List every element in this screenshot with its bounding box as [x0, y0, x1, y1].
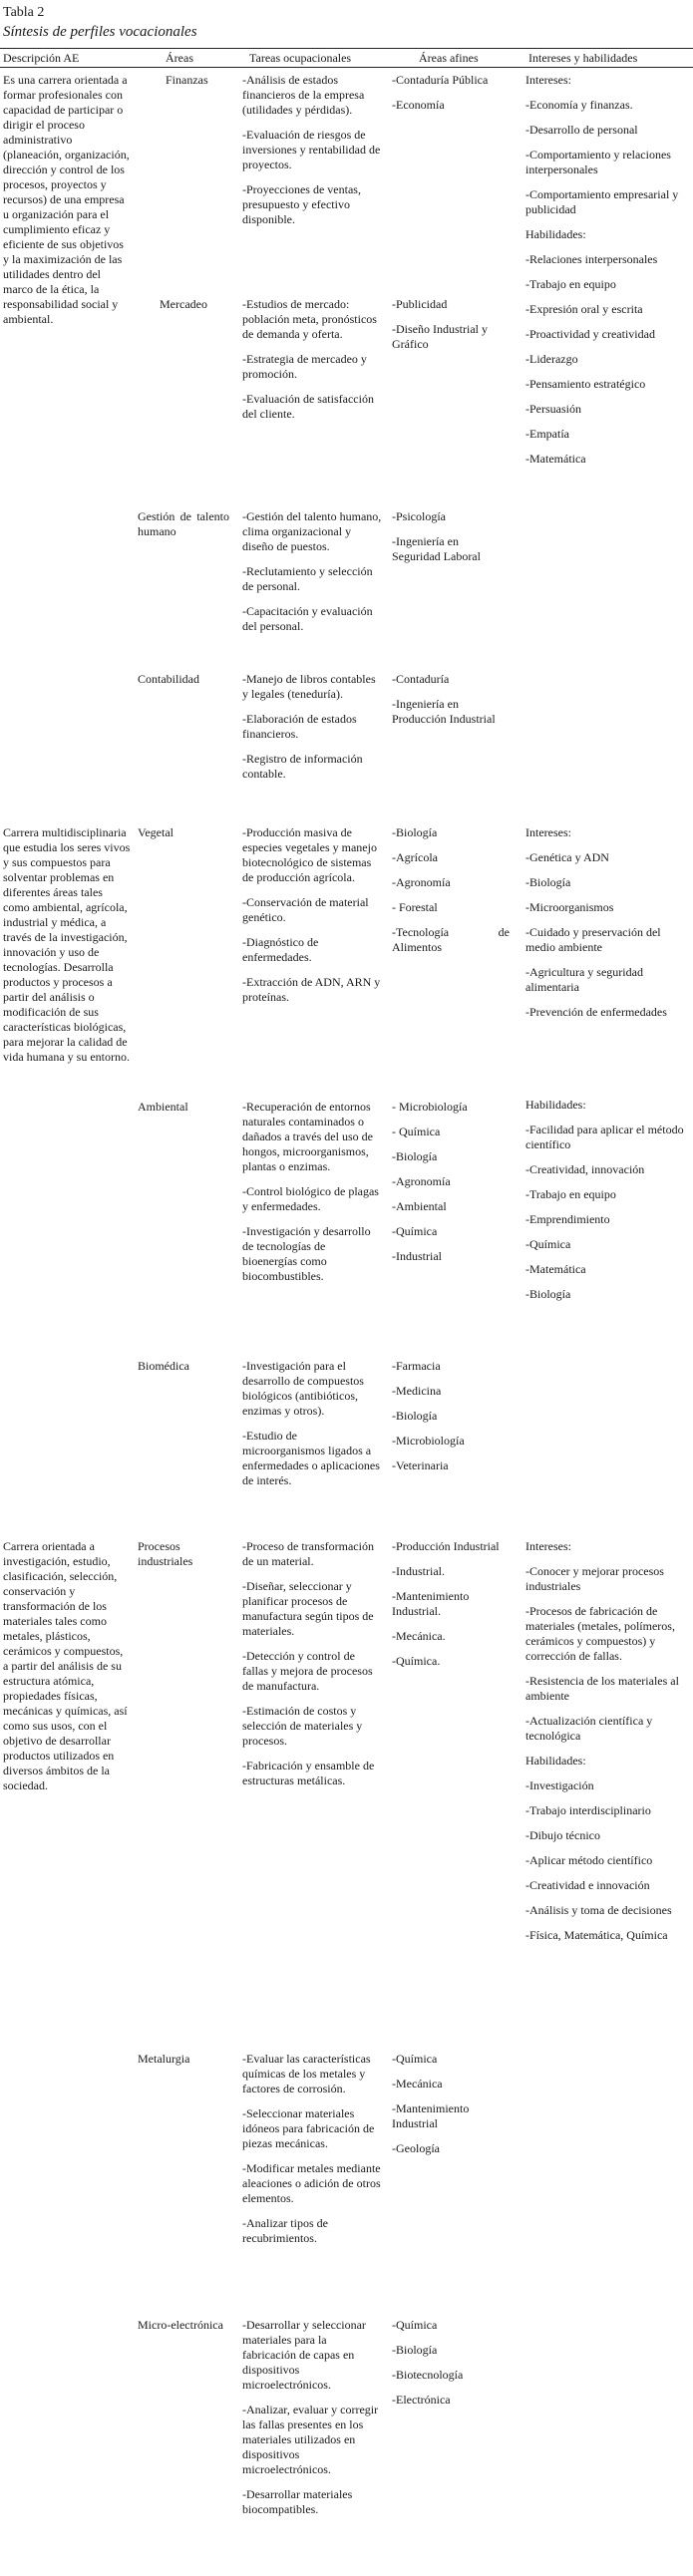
area-name: Finanzas	[166, 73, 208, 87]
skill-item: -Matemática	[525, 452, 586, 466]
related-item: -Electrónica	[392, 2393, 451, 2407]
task-item: -Reclutamiento y selección de personal.	[242, 564, 373, 593]
area-related	[392, 1359, 510, 1473]
area-name: Procesos industriales	[138, 1539, 193, 1568]
task-item: -Análisis de estados financieros de la empresa (utilidades y pérdidas).	[242, 73, 365, 117]
skill-item: -Creatividad e innovación	[525, 1878, 650, 1892]
skill-item: -Emprendimiento	[525, 1212, 610, 1226]
area-tasks	[242, 1359, 382, 1488]
related-item: -Agronomía	[392, 1174, 451, 1188]
task-item: -Evaluación de riesgos de inversiones y rentabilidad de proyectos.	[242, 128, 381, 171]
area-related	[392, 672, 510, 727]
skill-item: -Investigación	[525, 1778, 594, 1792]
skill-item: -Persuasión	[525, 402, 581, 416]
related-item: -Mecánica	[392, 2077, 443, 2091]
header-interests-skills: Intereses y habilidades	[528, 51, 638, 65]
top-rule	[0, 48, 693, 49]
area-related	[392, 2318, 510, 2408]
skill-item: -Física, Matemática, Química	[525, 1928, 668, 1942]
group-2-description: Carrera multidisciplinaria que estudia los seres vivos y sus compuestos para solventar problemas en diferentes áreas tales como ambiental, agrícola, industrial y médica, a través de la investigación, innovación y uso de tecnologías. Desarrolla productos y procesos a partir del análisis o modificación de sus características biológicas, para mejorar la calidad de vida humana y su entorno.	[3, 825, 131, 1064]
skill-item: -Trabajo en equipo	[525, 277, 616, 291]
task-item: -Manejo de libros contables y legales (teneduría).	[242, 672, 376, 701]
skill-item: -Química	[525, 1237, 571, 1251]
skill-item: -Creatividad, innovación	[525, 1162, 645, 1176]
skills-label: Habilidades:	[525, 1098, 586, 1112]
interest-item: -Cuidado y preservación del medio ambiente	[525, 925, 661, 954]
task-item: -Producción masiva de especies vegetales y manejo biotecnológico de sistemas de producción agrícola.	[242, 825, 377, 884]
skill-item: -Análisis y toma de decisiones	[525, 1903, 672, 1917]
related-item: -Química.	[392, 1654, 441, 1668]
task-item: -Gestión del talento humano, clima organizacional y diseño de puestos.	[242, 509, 382, 553]
task-item: -Proceso de transformación de un material.	[242, 1539, 374, 1568]
task-item: -Conservación de material genético.	[242, 895, 369, 924]
interest-item: -Conocer y mejorar procesos industriales	[525, 1564, 664, 1593]
related-item: -Biología	[392, 2343, 438, 2357]
area-related	[392, 1100, 510, 1264]
related-item: -Producción Industrial	[392, 1539, 500, 1553]
related-item: -Química	[392, 2318, 438, 2332]
related-item: -Ingeniería en Producción Industrial	[392, 697, 496, 726]
skill-item: -Pensamiento estratégico	[525, 377, 646, 391]
skill-item: -Matemática	[525, 1262, 586, 1276]
skill-item: -Proactividad y creatividad	[525, 327, 655, 341]
area-name: Ambiental	[138, 1100, 188, 1114]
area-name: Contabilidad	[138, 672, 199, 686]
skill-item: -Empatía	[525, 427, 569, 441]
area-related	[392, 73, 510, 113]
interest-item: -Prevención de enfermedades	[525, 1005, 667, 1019]
interests-label: Intereses:	[525, 1539, 571, 1553]
task-item: -Fabricación y ensamble de estructuras metálicas.	[242, 1759, 375, 1787]
interest-item: -Comportamiento y relaciones interpersonales	[525, 148, 671, 176]
task-item: -Diagnóstico de enfermedades.	[242, 935, 319, 964]
related-item: -Contaduría	[392, 672, 450, 686]
task-item: -Evaluar las características químicas de los metales y factores de corrosión.	[242, 2052, 371, 2095]
area-related	[392, 509, 510, 564]
area-tasks	[242, 2318, 382, 2517]
area-name: Micro-electrónica	[138, 2318, 223, 2332]
area-tasks	[242, 2052, 382, 2246]
related-item: -Microbiología	[392, 1434, 465, 1448]
header-related-areas: Áreas afines	[419, 51, 479, 65]
task-item: -Extracción de ADN, ARN y proteínas.	[242, 975, 381, 1004]
area-name: Metalurgia	[138, 2052, 190, 2066]
area-related	[392, 1539, 510, 1669]
related-item: -Agronomía	[392, 875, 451, 889]
area-tasks	[242, 825, 382, 1005]
area-tasks	[242, 73, 382, 227]
task-item: -Estudio de microorganismos ligados a enfermedades o aplicaciones de interés.	[242, 1429, 380, 1487]
related-item: -Industrial	[392, 1249, 442, 1263]
header-description: Descripción AE	[3, 51, 80, 65]
area-related	[392, 297, 510, 352]
related-item: -Biología	[392, 1409, 438, 1423]
task-item: -Registro de información contable.	[242, 752, 363, 781]
group-2-skills	[525, 1098, 688, 1302]
related-item: -Veterinaria	[392, 1458, 449, 1472]
skill-item: -Biología	[525, 1287, 571, 1301]
related-item: -Mecánica.	[392, 1629, 446, 1643]
related-item: -Diseño Industrial y Gráfico	[392, 322, 488, 351]
task-item: -Proyecciones de ventas, presupuesto y efectivo disponible.	[242, 182, 361, 226]
task-item: -Evaluación de satisfacción del cliente.	[242, 392, 374, 421]
group-3-description: Carrera orientada a investigación, estudio, clasificación, selección, conservación y transformación de los materiales tales como metales, plásticos, cerámicos y compuestos, a partir del análisis de su estructura atómica, propiedades físicas, mecánicas y químicas, así como sus usos, con el objetivo de desarrollar productos utilizados en diversos ámbitos de la sociedad.	[3, 1539, 128, 1792]
area-tasks	[242, 672, 382, 782]
interest-item: -Desarrollo de personal	[525, 123, 638, 137]
area-related	[392, 2052, 510, 2156]
interests-label: Intereses:	[525, 825, 571, 839]
interest-item: -Comportamiento empresarial y publicidad	[525, 187, 679, 216]
related-item: -Mantenimiento Industrial	[392, 2101, 470, 2130]
group-1-description: Es una carrera orientada a formar profesionales con capacidad de participar o dirigir el proceso administrativo (planeación, organización, dirección y control de los procesos, proyectos y recursos) de una empresa u organización para el cumplimiento eficaz y eficiente de sus objetivos y la maximización de las utilidades dentro del marco de la ética, la responsabilidad social y ambiental.	[3, 73, 130, 326]
task-item: -Estudios de mercado: población meta, pronósticos de demanda y oferta.	[242, 297, 377, 341]
area-related	[392, 825, 510, 955]
skill-item: -Expresión oral y escrita	[525, 302, 643, 316]
task-item: -Investigación y desarrollo de tecnologías de bioenergías como biocombustibles.	[242, 1224, 371, 1283]
area-tasks	[242, 1539, 382, 1788]
area-name: Vegetal	[138, 825, 173, 839]
area-name: Gestión de talento humano	[138, 509, 229, 538]
area-tasks	[242, 509, 382, 634]
related-item: -Industrial.	[392, 1564, 445, 1578]
task-item: -Capacitación y evaluación del personal.	[242, 604, 373, 633]
related-item: -Biología	[392, 1149, 438, 1163]
task-item: -Investigación para el desarrollo de compuestos biológicos (antibióticos, enzimas y otros).	[242, 1359, 364, 1418]
task-item: -Analizar tipos de recubrimientos.	[242, 2216, 328, 2245]
related-item: -Farmacia	[392, 1359, 441, 1373]
table-number: Tabla 2	[3, 5, 45, 20]
related-item: -Biotecnología	[392, 2368, 464, 2382]
task-item: -Recuperación de entornos naturales contaminados o dañados a través del uso de hongos, microorganismos, plantas o enzimas.	[242, 1100, 373, 1173]
interest-item: -Resistencia de los materiales al ambiente	[525, 1674, 679, 1703]
interest-item: -Economía y finanzas.	[525, 98, 633, 112]
task-item: -Seleccionar materiales idóneos para fabricación de piezas mecánicas.	[242, 2106, 375, 2150]
related-item: -Ambiental	[392, 1199, 447, 1213]
skills-label: Habilidades:	[525, 227, 586, 241]
interests-label: Intereses:	[525, 73, 571, 87]
task-item: -Analizar, evaluar y corregir las fallas presentes en los materiales utilizados en dispositivos microelectrónicos.	[242, 2403, 379, 2476]
related-item: -Geología	[392, 2141, 440, 2155]
task-item: -Diseñar, seleccionar y planificar procesos de manufactura según tipos de materiales.	[242, 1579, 374, 1638]
related-item: - Microbiología	[392, 1100, 468, 1114]
skill-item: -Liderazgo	[525, 352, 578, 366]
related-item: -Agrícola	[392, 850, 438, 864]
skill-item: -Facilidad para aplicar el método científico	[525, 1123, 684, 1151]
interest-item: -Actualización científica y tecnológica	[525, 1714, 653, 1743]
related-item: -Psicología	[392, 509, 446, 523]
task-item: -Modificar metales mediante aleaciones o adición de otros elementos.	[242, 2161, 381, 2205]
skill-item: -Relaciones interpersonales	[525, 252, 658, 266]
related-item: -Biología	[392, 825, 438, 839]
interest-item: -Agricultura y seguridad alimentaria	[525, 965, 643, 994]
skill-item: -Dibujo técnico	[525, 1828, 600, 1842]
interest-item: -Biología	[525, 875, 571, 889]
skill-item: -Trabajo en equipo	[525, 1187, 616, 1201]
related-item: -Medicina	[392, 1384, 442, 1398]
area-name: Biomédica	[138, 1359, 189, 1373]
related-item: - Química	[392, 1125, 441, 1138]
task-item: -Control biológico de plagas y enfermedades.	[242, 1184, 379, 1213]
task-item: -Desarrollar y seleccionar materiales para la fabricación de capas en dispositivos microelectrónicos.	[242, 2318, 366, 2392]
related-item: -Publicidad	[392, 297, 448, 311]
header-rule	[0, 67, 693, 68]
related-item: -Tecnología de Alimentos	[392, 925, 510, 954]
related-item: -Economía	[392, 98, 445, 112]
area-tasks	[242, 1100, 382, 1284]
area-tasks	[242, 297, 382, 422]
interest-item: -Procesos de fabricación de materiales (metales, polímeros, cerámicos y compuestos) y corrección de fallas.	[525, 1604, 675, 1663]
task-item: -Elaboración de estados financieros.	[242, 712, 357, 741]
skill-item: -Trabajo interdisciplinario	[525, 1803, 651, 1817]
group-3-interests-skills	[525, 1539, 688, 1943]
task-item: -Detección y control de fallas y mejora de procesos de manufactura.	[242, 1649, 373, 1693]
related-item: -Contaduría Pública	[392, 73, 489, 87]
group-2-interests	[525, 825, 688, 1020]
interest-item: -Genética y ADN	[525, 850, 609, 864]
related-item: -Ingeniería en Seguridad Laboral	[392, 534, 481, 563]
task-item: -Desarrollar materiales biocompatibles.	[242, 2487, 353, 2516]
skills-label: Habilidades:	[525, 1754, 586, 1768]
related-item: - Forestal	[392, 900, 438, 914]
area-name: Mercadeo	[160, 297, 207, 311]
interest-item: -Microorganismos	[525, 900, 614, 914]
related-item: -Mantenimiento Industrial.	[392, 1589, 470, 1618]
related-item: -Química	[392, 1224, 438, 1238]
related-item: -Química	[392, 2052, 438, 2066]
task-item: -Estrategia de mercadeo y promoción.	[242, 352, 367, 381]
header-tasks: Tareas ocupacionales	[249, 51, 352, 65]
table-title: Síntesis de perfiles vocacionales	[3, 24, 197, 40]
skill-item: -Aplicar método científico	[525, 1853, 653, 1867]
header-areas: Áreas	[166, 51, 193, 65]
task-item: -Estimación de costos y selección de materiales y procesos.	[242, 1704, 363, 1748]
group-1-interests-skills	[525, 73, 688, 467]
